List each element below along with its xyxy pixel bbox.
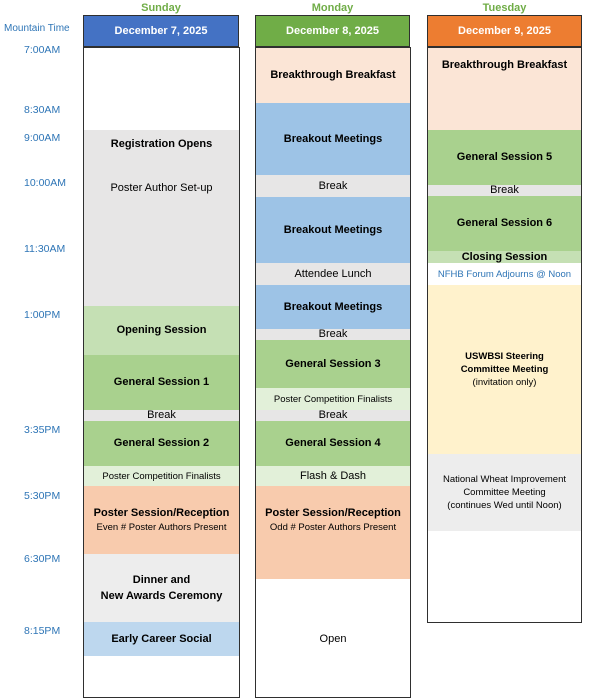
- event-subtitle: Even # Poster Authors Present: [96, 522, 227, 533]
- event-title: Break: [318, 409, 348, 421]
- event-subtitle: Odd # Poster Authors Present: [269, 522, 397, 533]
- event-break: [256, 410, 410, 421]
- event-poster-setup: [84, 130, 239, 306]
- event-title: General Session 2: [113, 437, 210, 449]
- event-dinner-awards: [84, 554, 239, 622]
- time-label: 9:00AM: [24, 132, 61, 144]
- day-name-tuesday: Tuesday: [482, 2, 527, 14]
- event-nwic-meeting: [428, 454, 581, 531]
- day-column-tuesday: [427, 47, 582, 623]
- event-title: Poster Session/Reception: [93, 507, 230, 519]
- event-general-session-5: [428, 130, 581, 185]
- event-title: Open: [319, 632, 347, 645]
- event-title: Break: [318, 328, 348, 340]
- event-forum-adjourns: [428, 263, 581, 285]
- time-label: 10:00AM: [24, 177, 67, 189]
- event-breakthrough-breakfast: [428, 48, 581, 130]
- event-general-session-1: [84, 355, 239, 410]
- event-title: Breakout Meetings: [283, 300, 383, 313]
- event-title: Break: [147, 409, 176, 421]
- event-title: Opening Session: [116, 324, 207, 336]
- event-title: USWBSI Steering: [465, 351, 544, 362]
- timezone-label: Mountain Time: [4, 23, 70, 34]
- event-poster-finalists: [256, 388, 410, 410]
- event-title: Early Career Social: [111, 632, 212, 645]
- day-header-tuesday: December 9, 2025: [427, 15, 582, 47]
- event-title: NFHB Forum Adjourns @ Noon: [437, 268, 572, 280]
- event-breakout-meetings: [256, 285, 410, 329]
- event-poster-session: [84, 486, 239, 554]
- event-title: Poster Author Set-up: [110, 182, 213, 194]
- event-subtitle: Committee Meeting: [460, 364, 549, 375]
- event-title: Breakout Meetings: [283, 223, 383, 236]
- event-break: [256, 175, 410, 197]
- event-title: Registration Opens: [110, 138, 213, 150]
- day-header-sunday: December 7, 2025: [83, 15, 239, 47]
- time-label: 8:30AM: [24, 104, 61, 116]
- event-title: General Session 5: [456, 151, 553, 163]
- event-title: Breakthrough Breakfast: [270, 69, 396, 81]
- event-general-session-3: [256, 340, 410, 388]
- day-name-monday: Monday: [311, 2, 354, 14]
- event-uswbsi-steering-committee: [428, 285, 581, 454]
- event-title: General Session 4: [285, 437, 381, 449]
- event-title: Closing Session: [461, 251, 548, 263]
- event-breakout-meetings: [256, 197, 410, 263]
- time-label: 7:00AM: [24, 44, 61, 56]
- event-title: General Session 6: [456, 217, 553, 229]
- event-note: (invitation only): [472, 377, 537, 388]
- time-label: 5:30PM: [24, 490, 61, 502]
- event-title: Attendee Lunch: [294, 267, 372, 280]
- time-label: 6:30PM: [24, 553, 61, 565]
- event-poster-session: [256, 486, 410, 579]
- event-subtitle: New Awards Ceremony: [100, 589, 223, 602]
- event-attendee-lunch: [256, 263, 410, 285]
- event-general-session-2: [84, 421, 239, 466]
- event-title: Breakthrough Breakfast: [441, 59, 568, 71]
- event-breakthrough-breakfast: [256, 48, 410, 103]
- time-label: 3:35PM: [24, 424, 61, 436]
- day-column-monday: [255, 47, 411, 698]
- event-flash-and-dash: [256, 466, 410, 486]
- day-column-sunday: [83, 47, 240, 698]
- event-title: Poster Competition Finalists: [102, 470, 221, 482]
- event-open: [256, 622, 410, 656]
- event-opening-session: [84, 306, 239, 355]
- event-title: National Wheat Improvement: [442, 474, 567, 485]
- event-break: [84, 410, 239, 421]
- event-title: General Session 1: [113, 376, 210, 388]
- event-general-session-4: [256, 421, 410, 466]
- time-label: 11:30AM: [24, 243, 66, 255]
- event-title: Poster Session/Reception: [265, 507, 401, 519]
- event-poster-finalists: [84, 466, 239, 486]
- event-title: General Session 3: [285, 357, 381, 370]
- event-title: Breakout Meetings: [283, 132, 383, 145]
- event-title: Break: [490, 184, 519, 196]
- event-subtitle: Committee Meeting: [463, 487, 546, 498]
- event-title: Dinner and: [132, 573, 191, 586]
- event-title: Flash & Dash: [299, 469, 367, 482]
- event-general-session-6: [428, 196, 581, 251]
- event-title: Break: [318, 179, 348, 192]
- event-title: Poster Competition Finalists: [273, 393, 393, 405]
- event-early-career-social: [84, 622, 239, 656]
- event-break: [428, 185, 581, 196]
- time-label: 8:15PM: [24, 625, 61, 637]
- time-label: 1:00PM: [24, 309, 61, 321]
- day-name-sunday: Sunday: [141, 2, 181, 14]
- event-break: [256, 329, 410, 340]
- day-header-monday: December 8, 2025: [255, 15, 410, 47]
- event-closing-session: [428, 251, 581, 263]
- event-breakout-meetings: [256, 103, 410, 175]
- event-note: (continues Wed until Noon): [447, 500, 562, 511]
